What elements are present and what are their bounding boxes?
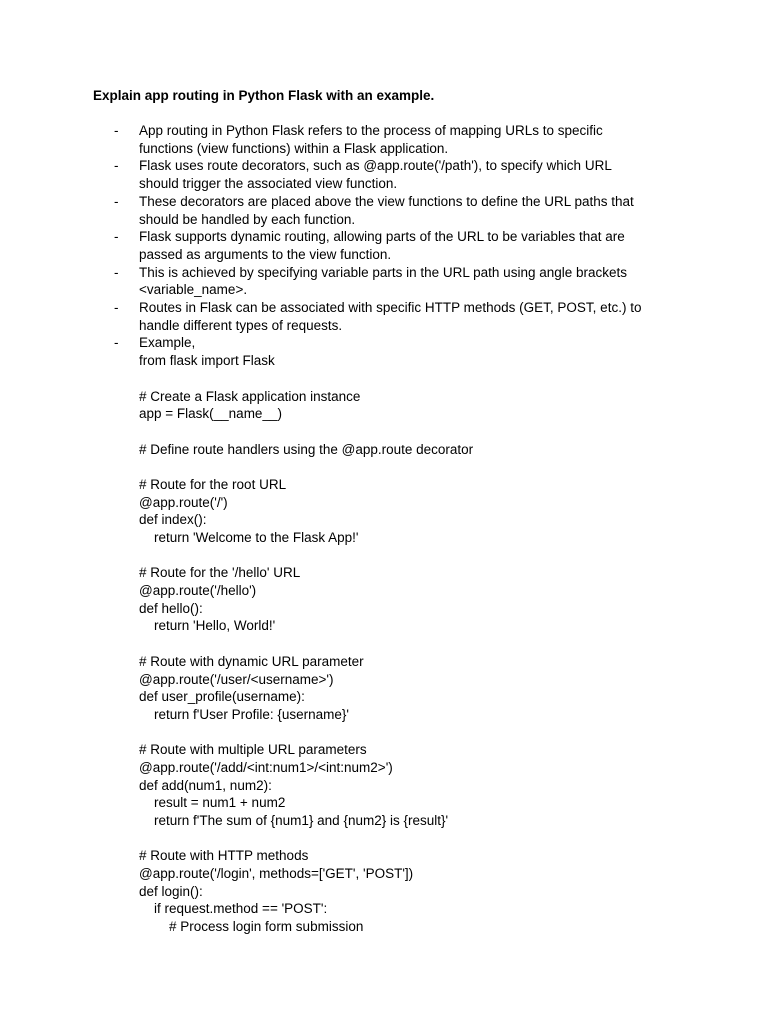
code-line: return f'User Profile: {username}' [139, 706, 349, 722]
question-heading: Explain app routing in Python Flask with an example. [93, 88, 435, 103]
bullet-dash: - [114, 300, 119, 316]
bullet-item [114, 122, 714, 157]
code-line: @app.route('/user/<username>') [139, 671, 334, 687]
code-line: if request.method == 'POST': [139, 901, 328, 917]
bullet-dash: - [114, 193, 119, 209]
bullet-line: Routes in Flask can be associated with specific HTTP methods (GET, POST, etc.) to [139, 300, 642, 316]
code-line: # Process login form submission [139, 919, 364, 935]
code-line: result = num1 + num2 [139, 795, 286, 811]
code-line: # Route with HTTP methods [139, 848, 309, 864]
code-line: return f'The sum of {num1} and {num2} is {result}' [139, 813, 449, 829]
code-line: # Define route handlers using the @app.route decorator [139, 441, 474, 457]
bullet-line: passed as arguments to the view function. [139, 246, 392, 262]
bullet-dash: - [114, 264, 119, 280]
bullet-dash: - [114, 335, 119, 351]
bullet-line: These decorators are placed above the view functions to define the URL paths that [139, 193, 634, 209]
code-line: app = Flask(__name__) [139, 406, 282, 422]
bullet-dash: - [114, 123, 119, 138]
code-line: # Route with multiple URL parameters [139, 742, 367, 758]
bullet-dash: - [114, 158, 119, 174]
bullet-line: This is achieved by specifying variable parts in the URL path using angle brackets [139, 264, 628, 280]
bullet-item-example [114, 334, 714, 935]
bullet-item [114, 193, 714, 228]
code-line: def login(): [139, 883, 203, 899]
code-line: @app.route('/hello') [139, 583, 257, 599]
code-line [139, 724, 714, 742]
code-line: # Route for the '/hello' URL [139, 565, 301, 581]
bullet-line: <variable_name>. [139, 282, 248, 298]
code-line: @app.route('/') [139, 494, 228, 510]
bullet-item [114, 299, 714, 334]
bullet-line: Flask uses route decorators, such as @app.route('/path'), to specify which URL [139, 158, 612, 174]
bullet-item [114, 157, 714, 192]
bullet-line: App routing in Python Flask refers to the process of mapping URLs to specific [139, 123, 603, 138]
code-line [139, 458, 714, 476]
bullet-item [114, 228, 714, 263]
bullet-line: Example, [139, 335, 196, 351]
bullet-item [114, 264, 714, 299]
bullet-line: should be handled by each function. [139, 211, 356, 227]
code-line [139, 423, 714, 441]
code-line: from flask import Flask [139, 353, 275, 369]
bullet-list [114, 122, 714, 936]
bullet-line: handle different types of requests. [139, 317, 343, 333]
bullet-line: functions (view functions) within a Flask application. [139, 140, 449, 156]
code-line: # Route with dynamic URL parameter [139, 653, 364, 669]
code-line [139, 370, 714, 388]
code-line: def user_profile(username): [139, 689, 305, 705]
code-line: def index(): [139, 512, 207, 528]
code-line [139, 635, 714, 653]
code-example [139, 352, 714, 936]
bullet-line: Flask supports dynamic routing, allowing parts of the URL to be variables that are [139, 229, 625, 245]
bullet-dash: - [114, 229, 119, 245]
code-line: @app.route('/add/<int:num1>/<int:num2>') [139, 759, 393, 775]
code-line [139, 830, 714, 848]
code-line: def hello(): [139, 600, 203, 616]
code-line: def add(num1, num2): [139, 777, 272, 793]
bullet-line: should trigger the associated view function. [139, 176, 398, 192]
code-line: return 'Hello, World!' [139, 618, 276, 634]
code-line: return 'Welcome to the Flask App!' [139, 530, 359, 546]
code-line [139, 547, 714, 565]
code-line: @app.route('/login', methods=['GET', 'POST']) [139, 866, 414, 882]
code-line: # Route for the root URL [139, 476, 287, 492]
code-line: # Create a Flask application instance [139, 388, 361, 404]
